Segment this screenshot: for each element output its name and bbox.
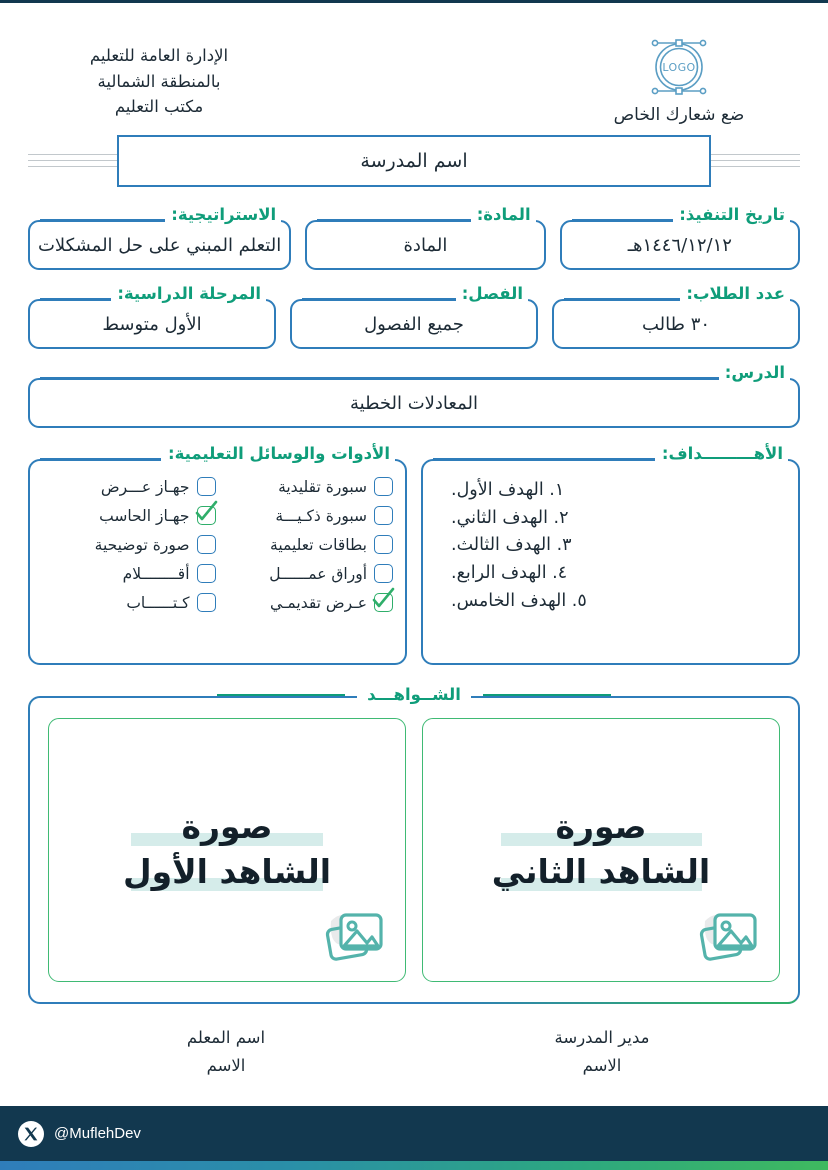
logo-block (564, 27, 794, 125)
evidence-card-text (123, 805, 331, 894)
evidence-title-line-left (217, 694, 345, 696)
panel-goals-label: الأهـــــــــداف: (655, 446, 788, 463)
checkbox-icon[interactable] (374, 564, 393, 583)
image-placeholder-icon (699, 905, 763, 967)
evidence-card-line1: صورة (123, 805, 331, 850)
field-subject-label: المادة: (471, 207, 536, 224)
logo-placeholder-icon[interactable] (643, 31, 715, 103)
field-strategy (28, 207, 291, 270)
panel-goals-box[interactable] (421, 459, 800, 665)
field-date (560, 207, 800, 270)
goal-item: ٣. الهدف الثالث. (451, 535, 572, 556)
field-class-label: الفصل: (456, 286, 528, 303)
evidence-card-line2: الشاهد الثاني (492, 850, 710, 895)
tool-label: أوراق عمــــــل (269, 564, 367, 583)
field-strategy-label: الاستراتيجية: (165, 207, 281, 224)
tool-label: عـرض تقديمـي (269, 593, 367, 612)
evidence-card-line2: الشاهد الأول (123, 850, 331, 895)
evidence-cards (48, 718, 780, 982)
page-content (0, 3, 828, 1106)
field-student-count (552, 286, 800, 349)
checkbox-icon[interactable] (374, 477, 393, 496)
field-lesson-label: الدرس: (719, 365, 790, 382)
field-strategy-value[interactable]: التعلم المبني على حل المشكلات (28, 220, 291, 270)
evidence-card-text (492, 805, 710, 894)
logo-caption: ضع شعارك الخاص (613, 105, 745, 125)
evidence-card-second[interactable] (422, 718, 780, 982)
tool-label: بطاقات تعليمية (270, 535, 367, 554)
x-logo-icon[interactable] (18, 1121, 44, 1147)
tool-checkbox-education-cards[interactable] (220, 530, 394, 559)
checkbox-icon[interactable] (197, 564, 216, 583)
signature-name[interactable]: الاسم (206, 1056, 246, 1076)
evidence-title: الشــواهـــد (357, 687, 471, 704)
tool-checkbox-projector[interactable] (42, 472, 216, 501)
field-student-count-label: عدد الطلاب: (680, 286, 790, 303)
tool-checkbox-pens[interactable] (42, 559, 216, 588)
field-lesson-value[interactable]: المعادلات الخطية (28, 378, 800, 428)
tool-checkbox-computer[interactable] (42, 501, 216, 530)
checkbox-checked-icon[interactable] (374, 593, 393, 612)
tools-grid (30, 461, 405, 625)
tool-label: أقــــــــلام (122, 564, 190, 583)
checkbox-checked-icon[interactable] (197, 506, 216, 525)
goals-list (423, 461, 798, 615)
signature-role: مدير المدرسة (554, 1028, 650, 1047)
evidence-box (28, 696, 800, 1004)
gradient-strip (0, 1161, 828, 1170)
goal-item: ٤. الهدف الرابع. (451, 562, 568, 583)
tool-label: سبورة تقليدية (278, 477, 367, 496)
evidence-title-line-right (483, 694, 611, 696)
goal-item: ١. الهدف الأول. (451, 480, 565, 500)
goal-item: ٥. الهدف الخامس. (451, 590, 587, 611)
checkbox-icon[interactable] (197, 535, 216, 554)
tool-checkbox-traditional-board[interactable] (220, 472, 394, 501)
tool-label: جهـاز عـــرض (100, 477, 190, 496)
field-stage (28, 286, 276, 349)
decorative-lines-left (28, 154, 117, 168)
signature-role: اسم المعلم (186, 1028, 266, 1047)
org-line-2: بالمنطقة الشمالية (97, 71, 221, 91)
checkbox-icon[interactable] (374, 506, 393, 525)
checkbox-icon[interactable] (374, 535, 393, 554)
checkbox-icon[interactable] (197, 477, 216, 496)
image-placeholder-icon (325, 905, 389, 967)
field-stage-value[interactable]: الأول متوسط (28, 299, 276, 349)
field-row-1 (28, 207, 800, 270)
page-header (28, 19, 800, 127)
signature-teacher (38, 1024, 414, 1080)
tool-checkbox-presentation[interactable] (220, 588, 394, 617)
field-class (290, 286, 538, 349)
field-stage-label: المرحلة الدراسية: (111, 286, 266, 303)
tool-checkbox-book[interactable] (42, 588, 216, 617)
field-subject (305, 207, 545, 270)
evidence-section (28, 683, 800, 1004)
school-name-field[interactable]: اسم المدرسة (117, 135, 711, 187)
checkbox-icon[interactable] (197, 593, 216, 612)
evidence-card-line1: صورة (492, 805, 710, 850)
goal-item: ٢. الهدف الثاني. (451, 507, 569, 528)
tool-label: جهـاز الحاسب (99, 506, 190, 525)
panel-goals (421, 446, 800, 665)
tool-checkbox-illustration[interactable] (42, 530, 216, 559)
field-row-lesson (28, 365, 800, 428)
org-line-3: مكتب التعليم (114, 97, 204, 117)
svg-text:LOGO: LOGO (662, 61, 696, 74)
tool-label: صورة توضيحية (94, 535, 190, 554)
field-subject-value[interactable]: المادة (305, 220, 545, 270)
org-line-1: الإدارة العامة للتعليم (89, 46, 229, 65)
panels-row (28, 446, 800, 665)
evidence-title-row (28, 683, 800, 707)
tool-label: سبورة ذكـيـــة (275, 506, 367, 525)
field-row-2 (28, 286, 800, 349)
panel-tools-box (28, 459, 407, 665)
decorative-lines-right (711, 154, 800, 168)
organization-block (34, 27, 284, 120)
tool-checkbox-smart-board[interactable] (220, 501, 394, 530)
school-name-row (28, 131, 800, 191)
tool-label: كـتــــــاب (126, 593, 190, 612)
signatures-row (28, 1024, 800, 1080)
evidence-card-first[interactable] (48, 718, 406, 982)
panel-tools (28, 446, 407, 665)
panel-tools-label: الأدوات والوسائل التعليمية: (161, 446, 395, 463)
footer-bar (0, 1106, 828, 1161)
tool-checkbox-worksheets[interactable] (220, 559, 394, 588)
field-date-value[interactable]: ١٤٤٦/١٢/١٢هـ (560, 220, 800, 270)
field-student-count-value[interactable]: ٣٠ طالب (552, 299, 800, 349)
x-handle[interactable]: @MuflehDev (54, 1125, 141, 1142)
field-class-value[interactable]: جميع الفصول (290, 299, 538, 349)
field-date-label: تاريخ التنفيذ: (673, 207, 790, 224)
signature-name[interactable]: الاسم (582, 1056, 622, 1076)
signature-principal (414, 1024, 790, 1080)
field-lesson (28, 365, 800, 428)
